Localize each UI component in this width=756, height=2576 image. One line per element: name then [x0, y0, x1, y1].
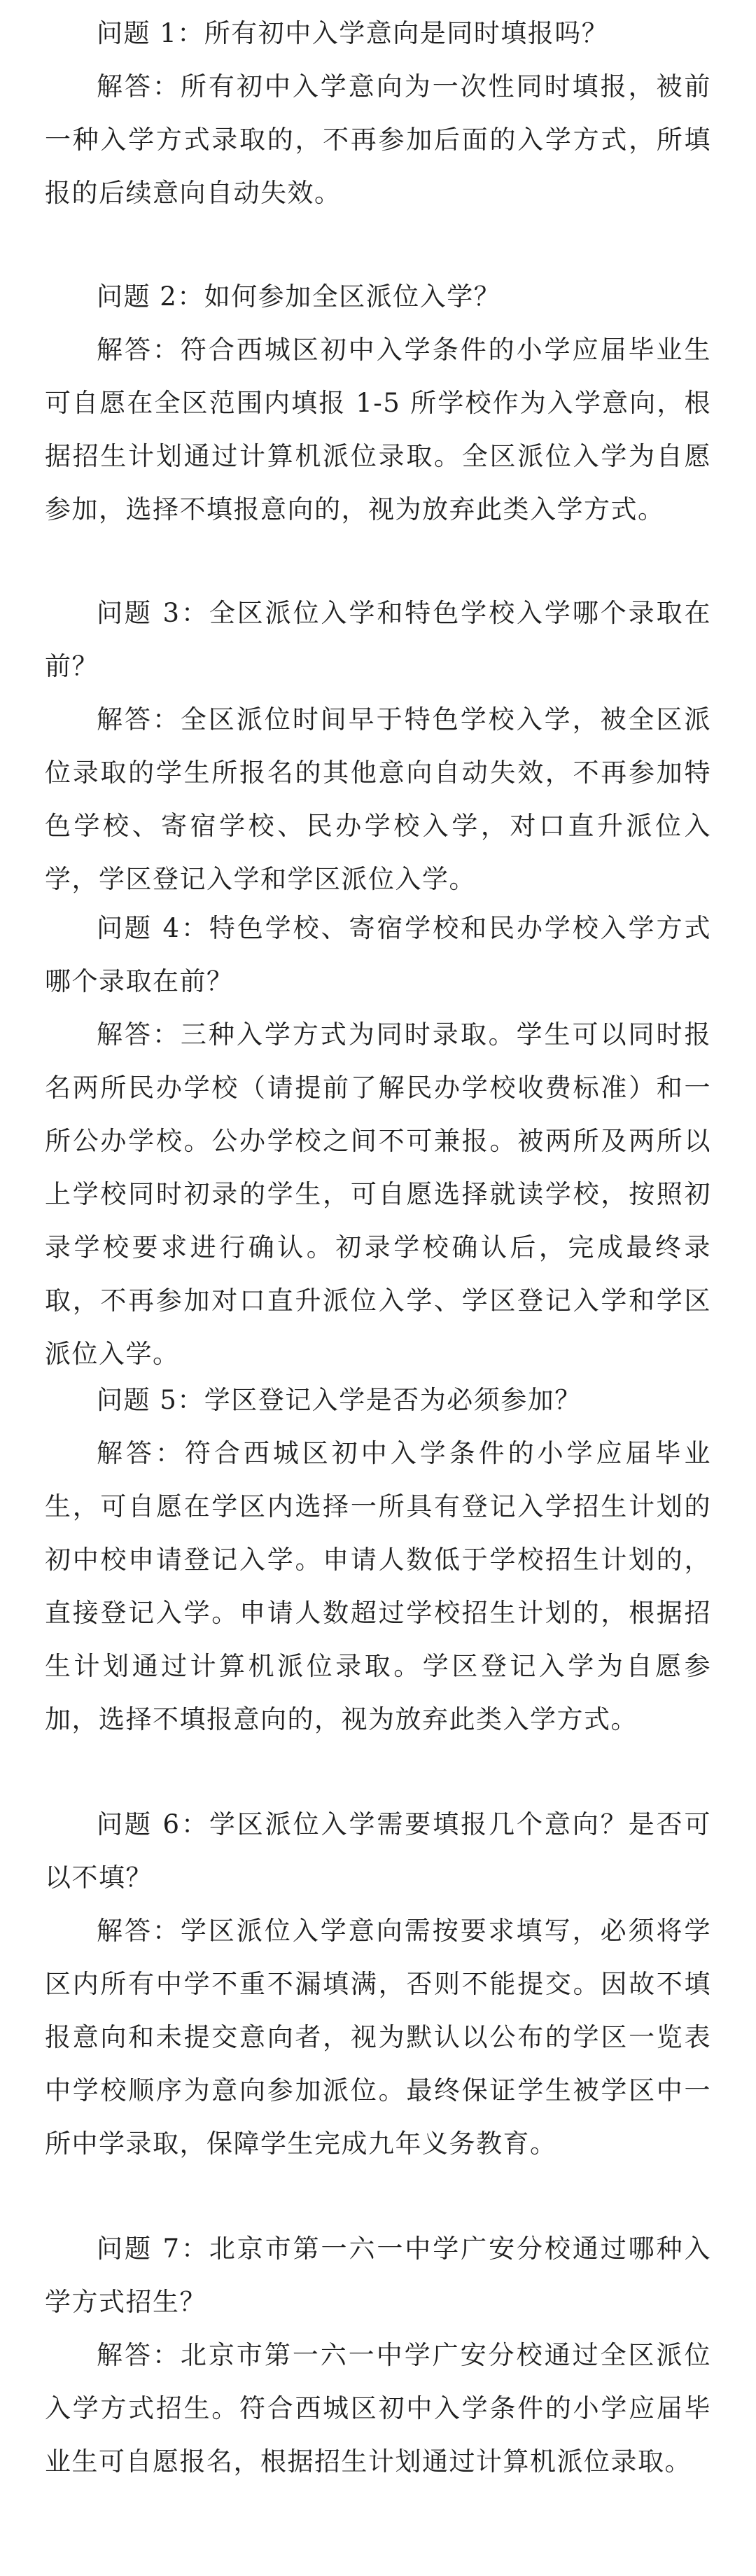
- answer-text: 解答：三种入学方式为同时录取。学生可以同时报名两所民办学校（请提前了解民办学校收费标准）和一所公办学校。公办学校之间不可兼报。被两所及两所以上学校同时初录的学生，可自愿选择就读学校，按照初录学校要求进行确认。初录学校确认后，完成最终录取，不再参加对口直升派位入学、学区登记入学和学区派位入学。: [45, 1019, 711, 1369]
- question-text: 问题 6：学区派位入学需要填报几个意向？是否可以不填？: [45, 1809, 711, 1893]
- qa-item-3: [45, 587, 711, 906]
- answer-text: 解答：全区派位时间早于特色学校入学，被全区派位录取的学生所报名的其他意向自动失效，不再参加特色学校、寄宿学校、民办学校入学，对口直升派位入学，学区登记入学和学区派位入学。: [45, 704, 711, 894]
- answer-text: 解答：所有初中入学意向为一次性同时填报，被前一种入学方式录取的，不再参加后面的入学方式，所填报的后续意向自动失效。: [45, 71, 711, 208]
- question-text: 问题 4：特色学校、寄宿学校和民办学校入学方式哪个录取在前？: [45, 913, 711, 996]
- question-text: 问题 2：如何参加全区派位入学？: [97, 281, 501, 312]
- question-text: 问题 1：所有初中入学意向是同时填报吗？: [97, 18, 609, 48]
- qa-item-4: [45, 902, 711, 1381]
- qa-item-5: [45, 1374, 711, 1746]
- question-text: 问题 7：北京市第一六一中学广安分校通过哪种入学方式招生？: [45, 2234, 711, 2317]
- qa-item-1: [45, 7, 711, 220]
- answer-text: 解答：学区派位入学意向需按要求填写，必须将学区内所有中学不重不漏填满，否则不能提交。因故不填报意向和未提交意向者，视为默认以公布的学区一览表中学校顺序为意向参加派位。最终保证学生被学区中一所中学录取，保障学生完成九年义务教育。: [45, 1916, 711, 2159]
- answer-text: 解答：符合西城区初中入学条件的小学应届毕业生，可自愿在学区内选择一所具有登记入学招生计划的初中校申请登记入学。申请人数低于学校招生计划的，直接登记入学。申请人数超过学校招生计划的，根据招生计划通过计算机派位录取。学区登记入学为自愿参加，选择不填报意向的，视为放弃此类入学方式。: [45, 1438, 711, 1734]
- qa-item-7: [45, 2222, 711, 2488]
- question-text: 问题 3：全区派位入学和特色学校入学哪个录取在前？: [45, 598, 711, 681]
- question-text: 问题 5：学区登记入学是否为必须参加？: [97, 1385, 582, 1415]
- qa-item-6: [45, 1798, 711, 2171]
- qa-item-2: [45, 270, 711, 536]
- answer-text: 解答：北京市第一六一中学广安分校通过全区派位入学方式招生。符合西城区初中入学条件的小学应届毕业生可自愿报名，根据招生计划通过计算机派位录取。: [45, 2340, 711, 2477]
- answer-text: 解答：符合西城区初中入学条件的小学应届毕业生可自愿在全区范围内填报 1-5 所学校作为入学意向，根据招生计划通过计算机派位录取。全区派位入学为自愿参加，选择不填报意向的，视为放弃此类入学方式。: [45, 335, 711, 524]
